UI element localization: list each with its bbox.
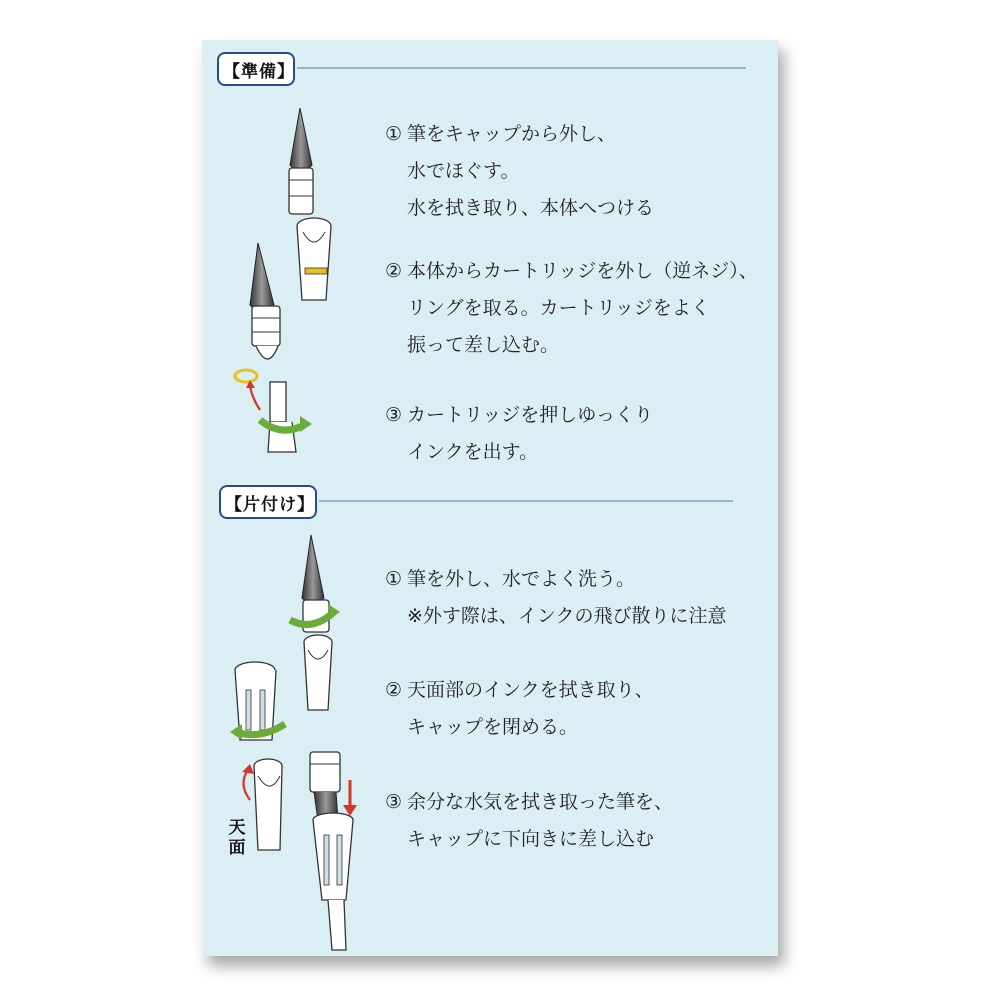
step-line: 水でほぐす。 xyxy=(407,160,520,182)
step-line: 本体からカートリッジを外し（逆ネジ）、 xyxy=(407,260,758,282)
step-line: リングを取る。カートリッジをよく xyxy=(407,297,710,319)
step-number: ③ xyxy=(385,791,403,813)
step-number: ① xyxy=(385,123,403,145)
step-number: ② xyxy=(385,679,403,701)
step-line: カートリッジを押しゆっくり xyxy=(407,404,654,426)
step-line: 筆をキャップから外し、 xyxy=(407,123,617,145)
step-line: インクを出す。 xyxy=(407,441,539,463)
prep-body-with-ring-illustration xyxy=(297,218,331,300)
section-tag-prep: 【準備】 xyxy=(217,52,295,86)
step-number: ① xyxy=(385,568,403,590)
step-line: 筆を外し、水でよく洗う。 xyxy=(407,568,636,590)
step-line: 振って差し込む。 xyxy=(407,334,560,356)
section-tag-cleanup: 【片付け】 xyxy=(219,485,317,519)
step-line: 余分な水気を拭き取った筆を、 xyxy=(407,791,674,813)
step-number: ③ xyxy=(385,404,403,426)
top-face-label: 天面 xyxy=(228,818,246,858)
cleanup-brush-illustration xyxy=(290,535,340,710)
cleanup-insert-illustration xyxy=(310,752,357,950)
step-line: 天面部のインクを拭き取り、 xyxy=(407,679,654,701)
step-number: ② xyxy=(385,260,403,282)
step-line: キャップを閉める。 xyxy=(407,716,579,738)
step-line: キャップに下向きに差し込む xyxy=(407,828,655,850)
prep-brush-tip-illustration xyxy=(289,108,313,214)
step-line: ※外す際は、インクの飛び散りに注意 xyxy=(407,605,727,627)
step-line: 水を拭き取り、本体へつける xyxy=(407,197,655,219)
